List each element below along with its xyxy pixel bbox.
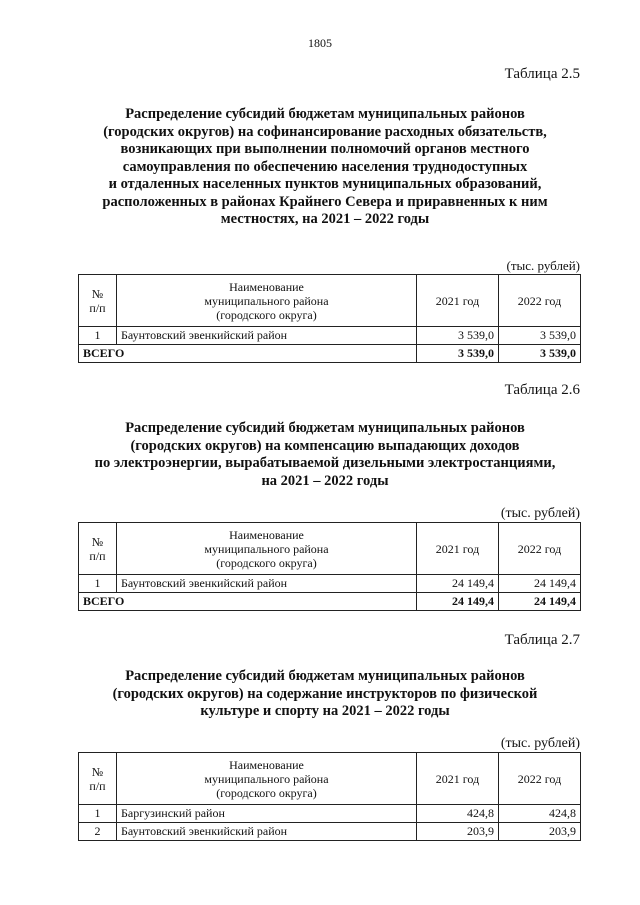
header-2021: 2021 год <box>417 753 499 805</box>
table-row <box>79 575 581 593</box>
table-row <box>79 823 581 841</box>
row-value-2022: 424,8 <box>499 805 581 823</box>
data-table-2-7 <box>78 752 581 841</box>
row-name: Баунтовский эвенкийский район <box>117 823 417 841</box>
table-row <box>79 327 581 345</box>
header-index: № п/п <box>79 275 117 327</box>
table-title-2-5: Распределение субсидий бюджетам муниципальных районов (городских округов) на софинансирование расходных обязательств, возникающих при выполнении полномочий органов местного самоуправления по обеспечению населения труднодоступных и отдаленных населенных пунктов муниципальных образований, расположенных в районах Крайнего Севера и приравненных к ним местностях, на 2021 – 2022 годы <box>102 106 548 227</box>
header-name: Наименование муниципального района (городского округа) <box>117 753 417 805</box>
total-row <box>79 345 581 363</box>
table-title-2-6: Распределение субсидий бюджетам муниципальных районов (городских округов) на компенсацию выпадающих доходов по электроэнергии, вырабатываемой дизельными электростанциями, на 2021 – 2022 годы <box>94 420 556 489</box>
header-name: Наименование муниципального района (городского округа) <box>117 523 417 575</box>
header-name: Наименование муниципального района (городского округа) <box>117 275 417 327</box>
total-value-2021: 3 539,0 <box>417 345 499 363</box>
total-label: ВСЕГО <box>79 593 417 611</box>
row-value-2022: 3 539,0 <box>499 327 581 345</box>
row-index: 1 <box>79 805 117 823</box>
units-label: (тыс. рублей) <box>506 258 580 273</box>
table-label-2-7: Таблица 2.7 <box>504 632 580 648</box>
data-table-2-5 <box>78 274 581 363</box>
total-value-2022: 3 539,0 <box>499 345 581 363</box>
row-value-2021: 203,9 <box>417 823 499 841</box>
units-label: (тыс. рублей) <box>500 736 580 751</box>
row-index: 1 <box>79 575 117 593</box>
data-table-2-6 <box>78 522 581 611</box>
total-value-2022: 24 149,4 <box>499 593 581 611</box>
page-number: 1805 <box>308 36 332 50</box>
table-label-2-5: Таблица 2.5 <box>504 66 580 82</box>
header-index: № п/п <box>79 753 117 805</box>
total-row <box>79 593 581 611</box>
table-title-2-7: Распределение субсидий бюджетам муниципальных районов (городских округов) на содержание инструкторов по физической культуре и спорту на 2021 – 2022 годы <box>112 668 538 719</box>
header-2022: 2022 год <box>499 523 581 575</box>
header-index: № п/п <box>79 523 117 575</box>
total-value-2021: 24 149,4 <box>417 593 499 611</box>
row-value-2022: 203,9 <box>499 823 581 841</box>
header-2021: 2021 год <box>417 275 499 327</box>
header-2022: 2022 год <box>499 753 581 805</box>
row-value-2022: 24 149,4 <box>499 575 581 593</box>
row-value-2021: 424,8 <box>417 805 499 823</box>
row-value-2021: 3 539,0 <box>417 327 499 345</box>
units-label: (тыс. рублей) <box>500 506 580 521</box>
row-name: Баунтовский эвенкийский район <box>117 327 417 345</box>
row-name: Баунтовский эвенкийский район <box>117 575 417 593</box>
row-index: 1 <box>79 327 117 345</box>
total-label: ВСЕГО <box>79 345 417 363</box>
row-value-2021: 24 149,4 <box>417 575 499 593</box>
row-name: Баргузинский район <box>117 805 417 823</box>
header-2022: 2022 год <box>499 275 581 327</box>
row-index: 2 <box>79 823 117 841</box>
table-row <box>79 805 581 823</box>
header-2021: 2021 год <box>417 523 499 575</box>
table-label-2-6: Таблица 2.6 <box>504 382 580 398</box>
